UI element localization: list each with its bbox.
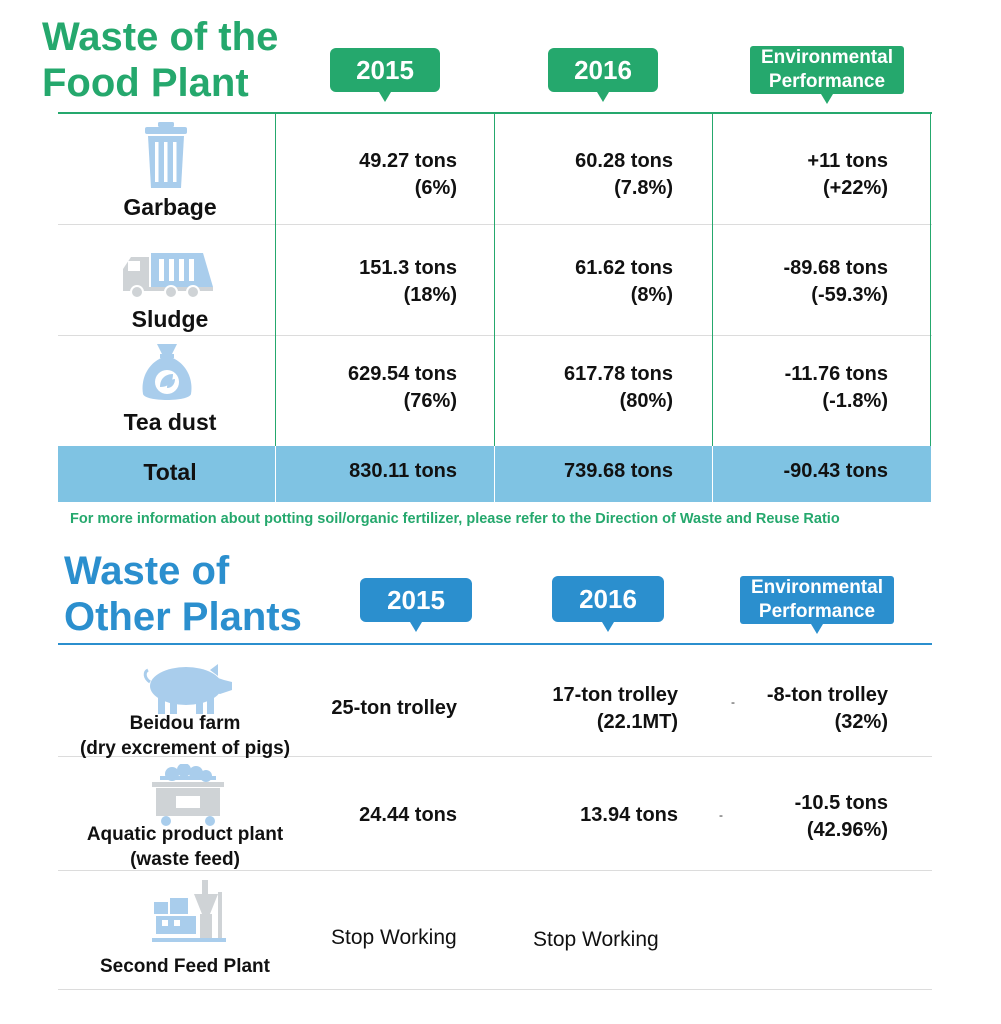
other-title-line1: Waste of	[64, 549, 230, 593]
garbage-2016-value: 60.28 tons (7.8%)	[575, 150, 673, 199]
beidou-dash: -	[731, 695, 735, 709]
food-env-performance-tag: Environmental Performance	[750, 46, 904, 94]
total-env-value: -90.43 tons	[783, 460, 888, 482]
food-footnote: For more information about potting soil/organic fertilizer, please refer to the Direction of Waste and Reuse Ratio	[70, 511, 840, 527]
food-col-divider	[275, 114, 276, 446]
food-col-divider	[930, 114, 931, 446]
food-col-divider	[712, 114, 713, 446]
garbage-2015-value: 49.27 tons (6%)	[359, 150, 457, 199]
feed-cart-icon	[150, 764, 226, 828]
food-row-divider	[58, 335, 932, 336]
garbage-truck-icon	[121, 249, 215, 299]
food-row-divider	[58, 224, 932, 225]
row-label-sludge: Sludge	[131, 306, 209, 332]
other-row-divider	[58, 989, 932, 990]
aquatic-2015-value: 24.44 tons	[359, 804, 457, 826]
food-year-2016-tag: 2016	[548, 48, 658, 92]
other-env-performance-tag: Environmental Performance	[740, 576, 894, 624]
food-year-2015-tag: 2015	[330, 48, 440, 92]
beidou-2016-value: 17-ton trolley (22.1MT)	[552, 684, 678, 733]
other-title-line2: Other Plants	[64, 595, 302, 639]
total-2015-value: 830.11 tons	[349, 460, 457, 482]
row-label-garbage: Garbage	[123, 194, 217, 220]
aquatic-2016-value: 13.94 tons	[580, 804, 678, 826]
tea-dust-env-value: -11.76 tons (-1.8%)	[784, 363, 888, 412]
other-year-2015-tag: 2015	[360, 578, 472, 622]
other-title	[64, 548, 302, 640]
row-label-tea-dust: Tea dust	[123, 409, 217, 435]
tea-dust-2015-value: 629.54 tons (76%)	[348, 363, 457, 412]
second-feed-2016-value: Stop Working	[533, 928, 659, 951]
sludge-2015-value: 151.3 tons (18%)	[359, 257, 457, 306]
factory-icon	[152, 880, 226, 946]
aquatic-env-value: -10.5 tons (42.96%)	[794, 792, 888, 841]
sludge-env-value: -89.68 tons (-59.3%)	[783, 257, 888, 306]
tea-sack-icon	[139, 342, 195, 404]
other-table-top-line	[58, 643, 932, 645]
aquatic-dash: -	[719, 808, 723, 822]
total-label: Total	[143, 459, 197, 485]
trash-can-icon	[143, 122, 189, 188]
row-label-second-feed-plant: Second Feed Plant	[100, 956, 270, 977]
second-feed-2015-value: Stop Working	[331, 926, 457, 949]
food-title-line2: Food Plant	[42, 61, 249, 105]
food-table-top-line	[58, 112, 932, 114]
pig-icon	[140, 660, 236, 714]
other-year-2016-tag: 2016	[552, 576, 664, 622]
food-title	[42, 14, 278, 106]
sludge-2016-value: 61.62 tons (8%)	[575, 257, 673, 306]
tea-dust-2016-value: 617.78 tons (80%)	[564, 363, 673, 412]
garbage-env-value: +11 tons (+22%)	[807, 150, 888, 199]
row-label-aquatic-product-plant: Aquatic product plant (waste feed)	[86, 824, 284, 870]
food-title-line1: Waste of the	[42, 15, 279, 59]
beidou-env-value: -8-ton trolley (32%)	[766, 684, 888, 733]
total-2016-value: 739.68 tons	[564, 460, 673, 482]
row-label-beidou-farm: Beidou farm (dry excrement of pigs)	[79, 713, 291, 759]
food-col-divider	[494, 114, 495, 446]
beidou-2015-value: 25-ton trolley	[331, 697, 457, 719]
